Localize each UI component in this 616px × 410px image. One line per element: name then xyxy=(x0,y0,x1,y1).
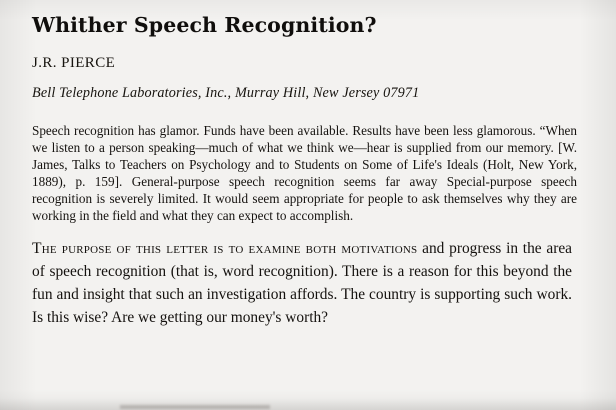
page-title: Whither Speech Recognition? xyxy=(32,13,377,37)
abstract-paragraph: Speech recognition has glamor. Funds have been available. Results have been less glamorous. “When we listen to a person speaking—much of what we think we—hear is supplied from our memory. [W. James, Talks to Teachers on Psychology and to Students on Some of Life's Ideals (Holt, New York, 1889), p. 159]. General-purpose speech recognition seems far away Special-purpose speech recognition is severely limited. It would seem appropriate for people to ask themselves why they are working in the field and what they can expect to accomplish. xyxy=(32,122,577,224)
article-content xyxy=(32,14,584,329)
body-paragraph xyxy=(32,238,572,329)
author-name: J.R. PIERCE xyxy=(32,54,116,71)
scan-artifact-mark xyxy=(120,405,270,409)
body-lead-in: The purpose of this letter is to examine both motivations xyxy=(32,240,418,258)
scan-edge-shadow xyxy=(0,398,616,410)
body-paragraph-text: and progress in the area of speech recognition (that is, word recognition). There is a reason for this beyond the fun and insight that such an investigation affords. The country is supporting such work. Is this wise? Are we getting our money's worth? xyxy=(32,240,572,326)
author-affiliation: Bell Telephone Laboratories, Inc., Murray Hill, New Jersey 07971 xyxy=(32,84,420,101)
